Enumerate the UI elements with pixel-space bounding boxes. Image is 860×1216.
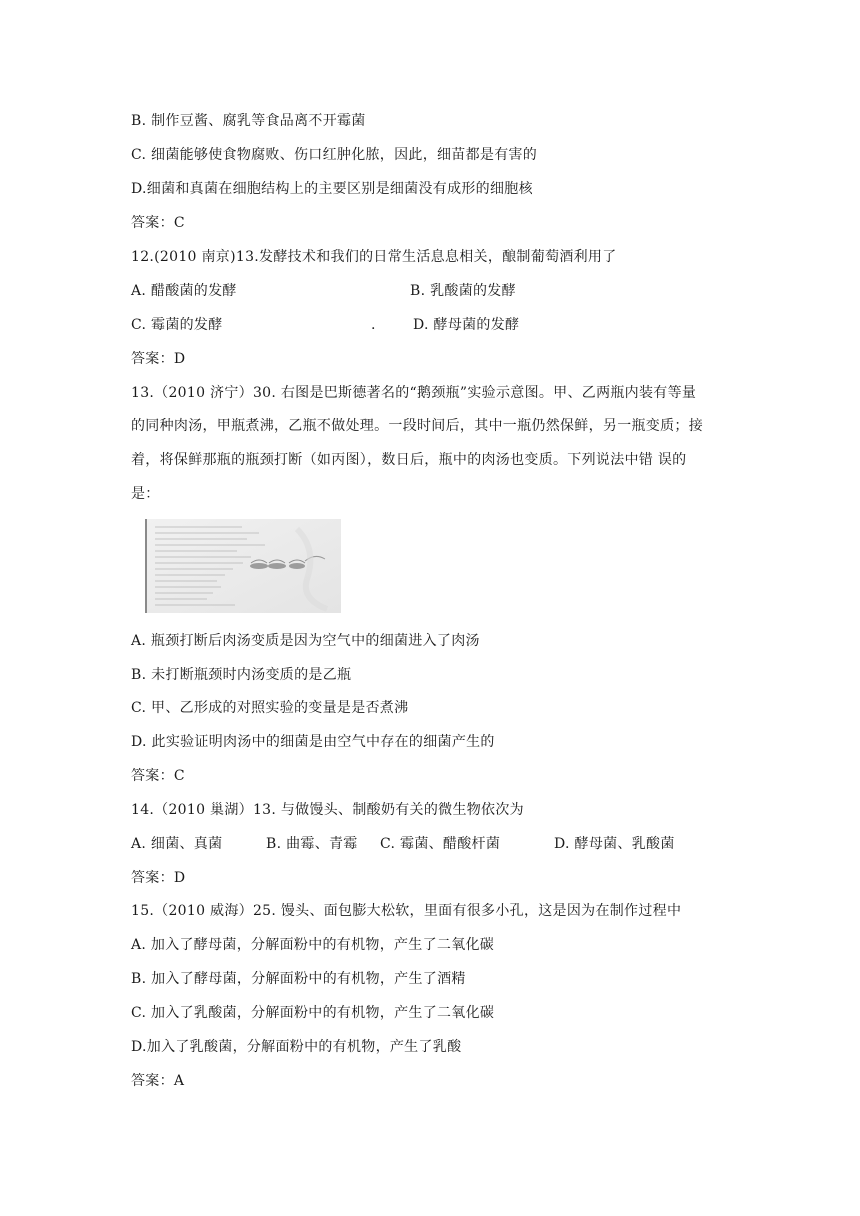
option-14c: C. 霉菌、醋酸杆菌 <box>380 836 501 852</box>
answer-11: 答案：C <box>131 215 185 231</box>
option-15a: A. 加入了酵母菌，分解面粉中的有机物，产生了二氧化碳 <box>131 937 495 953</box>
option-15b: B. 加入了酵母菌，分解面粉中的有机物，产生了酒精 <box>131 971 466 987</box>
line-11d-option: D.细菌和真菌在细胞结构上的主要区别是细菌没有成形的细胞核 <box>131 181 533 197</box>
question-13-line3: 着，将保鲜那瓶的瓶颈打断（如丙图），数日后，瓶中的肉汤也变质。下列说法中错 误的 <box>131 452 687 468</box>
option-14a: A. 细菌、真菌 <box>131 836 223 852</box>
question-14: 14.（2010 巢湖）13. 与做馒头、制酸奶有关的微生物依次为 <box>131 802 524 818</box>
answer-15: 答案：A <box>131 1073 185 1089</box>
option-13b: B. 未打断瓶颈时内汤变质的是乙瓶 <box>131 667 352 683</box>
flask-shapes <box>250 563 305 569</box>
option-12a: A. 醋酸菌的发酵 <box>131 283 237 299</box>
answer-13: 答案：C <box>131 768 185 784</box>
swan-neck-flask-figure <box>145 519 341 613</box>
option-15c: C. 加入了乳酸菌，分解面粉中的有机物，产生了二氧化碳 <box>131 1005 495 1021</box>
question-12: 12.(2010 南京)13.发酵技术和我们的日常生活息息相关，酿制葡萄酒利用了 <box>131 249 617 265</box>
option-15d: D.加入了乳酸菌，分解面粉中的有机物，产生了乳酸 <box>131 1039 462 1055</box>
option-13a: A. 瓶颈打断后肉汤变质是因为空气中的细菌进入了肉汤 <box>131 633 480 649</box>
question-13-line2: 的同种肉汤，甲瓶煮沸，乙瓶不做处理。一段时间后，其中一瓶仍然保鲜，另一瓶变质；接 <box>131 418 703 434</box>
option-12b: B. 乳酸菌的发酵 <box>410 283 516 299</box>
line-11b-option: B. 制作豆酱、腐乳等食品离不开霉菌 <box>131 113 366 129</box>
question-15: 15.（2010 威海）25. 馒头、面包膨大松软，里面有很多小孔，这是因为在制作过程中 <box>131 903 682 919</box>
line-11c-option: C. 细菌能够使食物腐败、伤口红肿化脓，因此，细苗都是有害的 <box>131 147 538 163</box>
option-12d: D. 酵母菌的发酵 <box>413 317 520 333</box>
stray-dot: . <box>371 317 376 333</box>
option-13c: C. 甲、乙形成的对照实验的变量是是否煮沸 <box>131 700 409 716</box>
answer-12: 答案：D <box>131 351 186 367</box>
option-14b: B. 曲霉、青霉 <box>266 836 358 852</box>
question-13-line4: 是： <box>131 486 160 502</box>
answer-14: 答案：D <box>131 870 186 886</box>
option-13d: D. 此实验证明肉汤中的细菌是由空气中存在的细菌产生的 <box>131 734 495 750</box>
figure-scan <box>147 519 341 613</box>
question-13-line1: 13.（2010 济宁）30. 右图是巴斯德著名的“鹅颈瓶”实验示意图。甲、乙两瓶内装有等量 <box>131 385 697 401</box>
option-14d: D. 酵母菌、乳酸菌 <box>554 836 675 852</box>
option-12c: C. 霉菌的发酵 <box>131 317 223 333</box>
